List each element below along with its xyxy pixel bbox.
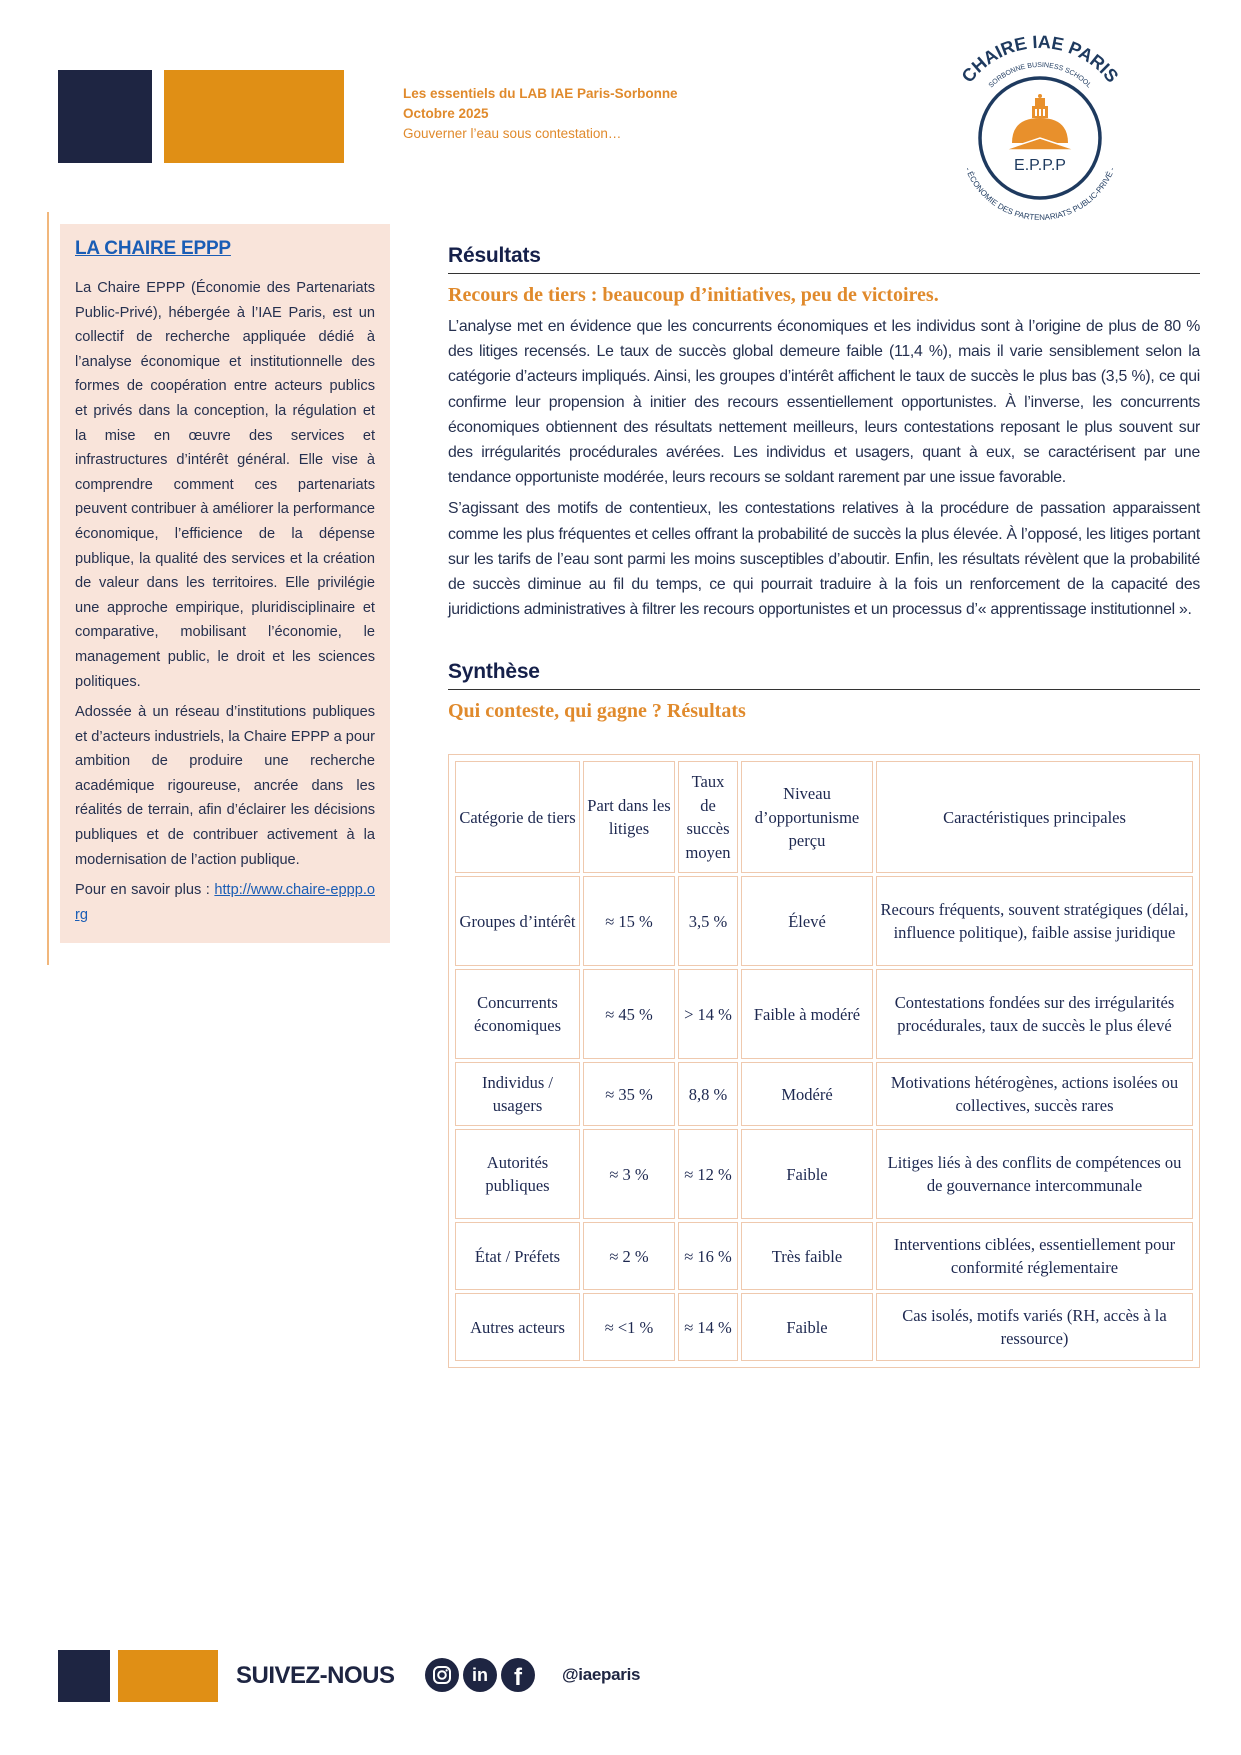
cell-opportunism: Faible: [741, 1293, 873, 1361]
logo-center-text: E.P.P.P: [1014, 157, 1066, 174]
table-row: [455, 1129, 1193, 1219]
header-date: Octobre 2025: [403, 106, 489, 121]
synthesis-section: [448, 658, 1200, 724]
cell-share: ≈ 3 %: [583, 1129, 675, 1219]
footer-orange-block: [118, 1650, 218, 1702]
logo-sub-text: SORBONNE BUSINESS SCHOOL: [987, 61, 1093, 90]
sidebar-paragraph-2: Adossée à un réseau d’institutions publiques et d’acteurs industriels, la Chaire EPPP a pour ambition de produire une recherche académique rigoureuse, ancrée dans les réalités de terrain, afin d’éclairer les décisions publiques et de contribuer activement à la modernisation de l’action publique.: [75, 704, 375, 868]
footer-navy-block: [58, 1650, 110, 1702]
cell-category: État / Préfets: [455, 1222, 580, 1290]
sidebar-title: LA CHAIRE EPPP: [75, 238, 231, 259]
sidebar-more: [75, 878, 375, 927]
cell-share: ≈ <1 %: [583, 1293, 675, 1361]
header-navy-block: [58, 70, 152, 163]
logo-bottom-text: - ÉCONOMIE DES PARTENARIATS PUBLIC-PRIVÉ -: [963, 166, 1117, 223]
cell-share: ≈ 2 %: [583, 1222, 675, 1290]
synthesis-subheading: Qui conteste, qui gagne ? Résultats: [448, 700, 746, 723]
header-text: [403, 84, 678, 144]
cell-success-rate: 8,8 %: [678, 1062, 738, 1126]
results-section: [448, 242, 1200, 622]
main-column: [448, 242, 1200, 1368]
cell-success-rate: ≈ 12 %: [678, 1129, 738, 1219]
cell-category: Groupes d’intérêt: [455, 876, 580, 966]
results-paragraph-2: S’agissant des motifs de contentieux, les contestations relatives à la procédure de passation apparaissent comme les plus fréquentes et celles offrant la probabilité de succès la plus élevée. À l’opposé, les litiges portant sur les tarifs de l’eau sont parmi les moins susceptibles d’aboutir. Enfin, les résultats révèlent que la probabilité de succès diminue au fil du temps, ce qui pourrait traduire à la fois un renforcement de la capacité des juridictions administratives à filtrer les recours opportunistes et un processus d’« apprentissage institutionnel ».: [448, 500, 1200, 619]
cell-success-rate: ≈ 14 %: [678, 1293, 738, 1361]
header-series: Les essentiels du LAB IAE Paris-Sorbonne: [403, 86, 678, 101]
header-category: Catégorie de tiers: [455, 761, 580, 873]
cell-characteristics: Motivations hétérogènes, actions isolées ou collectives, succès rares: [876, 1062, 1193, 1126]
sidebar-more-label: Pour en savoir plus :: [75, 882, 215, 899]
table-row: [455, 1293, 1193, 1361]
table-row: [455, 969, 1193, 1059]
chaire-website-link[interactable]: http://www.chaire-eppp.org: [75, 882, 375, 923]
sidebar-paragraph-1: La Chaire EPPP (Économie des Partenariats Public-Privé), hébergée à l’IAE Paris, est un collectif de recherche appliquée dédié à l’analyse économique et institutionnelle des formes de coopération entre acteurs publics et privés dans la conception, la régulation et la mise en œuvre des services et infrastructures d’intérêt général. Elle vise à comprendre comment ces partenariats peuvent contribuer à améliorer la performance économique, l’efficience de la dépense publique, la qualité des services et la création de valeur dans les territoires. Elle privilégie une approche empirique, pluridisciplinaire et comparative, mobilisant l’économie, le management public, le droit et les sciences politiques.: [75, 280, 375, 690]
cell-share: ≈ 45 %: [583, 969, 675, 1059]
cell-category: Autorités publiques: [455, 1129, 580, 1219]
cell-characteristics: Interventions ciblées, essentiellement pour conformité réglementaire: [876, 1222, 1193, 1290]
facebook-glyph: f: [514, 1664, 522, 1691]
sidebar-chaire-eppp: [60, 224, 390, 943]
instagram-glyph: [432, 1665, 452, 1685]
linkedin-glyph: in: [472, 1665, 488, 1685]
logo-top-text: CHAIRE IAE PARIS: [957, 31, 1123, 87]
header-characteristics: Caractéristiques principales: [876, 761, 1193, 873]
instagram-icon[interactable]: [425, 1658, 459, 1692]
results-paragraph-1: L’analyse met en évidence que les concurrents économiques et les individus sont à l’origine de plus de 80 % des litiges recensés. Le taux de succès global demeure faible (11,4 %), mais il varie sensiblement selon la catégorie d’acteurs impliqués. Ainsi, les groupes d’intérêt affichent le taux de succès le plus bas (3,5 %), ce qui confirme leur propension à initier des recours essentiellement opportunistes. À l’inverse, les concurrents économiques obtiennent des résultats nettement meilleurs, leurs contestations reposant le plus souvent sur des irrégularités procédurales avérées. Les individus et usagers, quant à eux, se caractérisent par une tendance opportuniste modérée, leurs recours se soldant rarement par une issue favorable.: [448, 318, 1200, 487]
cell-opportunism: Très faible: [741, 1222, 873, 1290]
cell-success-rate: > 14 %: [678, 969, 738, 1059]
results-subheading: Recours de tiers : beaucoup d’initiatives, peu de victoires.: [448, 284, 939, 306]
header-orange-block: [164, 70, 344, 163]
header-topic: Gouverner l’eau sous contestation…: [403, 126, 622, 141]
header-share: Part dans les litiges: [583, 761, 675, 873]
cell-success-rate: 3,5 %: [678, 876, 738, 966]
follow-us-label: SUIVEZ-NOUS: [236, 1662, 395, 1689]
table-row: [455, 1062, 1193, 1126]
facebook-icon[interactable]: [501, 1658, 535, 1692]
table-header-row: [455, 761, 1193, 873]
table-row: [455, 1222, 1193, 1290]
cell-characteristics: Cas isolés, motifs variés (RH, accès à la ressource): [876, 1293, 1193, 1361]
header-success-rate: Taux de succès moyen: [678, 761, 738, 873]
cell-characteristics: Litiges liés à des conflits de compétences ou de gouvernance intercommunale: [876, 1129, 1193, 1219]
chaire-eppp-logo: [940, 30, 1140, 230]
cell-share: ≈ 15 %: [583, 876, 675, 966]
cell-share: ≈ 35 %: [583, 1062, 675, 1126]
cell-characteristics: Contestations fondées sur des irrégularités procédurales, taux de succès le plus élevé: [876, 969, 1193, 1059]
synthesis-table-frame: [448, 754, 1200, 1368]
synthesis-heading: Synthèse: [448, 658, 1200, 690]
results-heading: Résultats: [448, 242, 1200, 274]
sidebar-accent-line: [47, 212, 49, 965]
cell-category: Individus / usagers: [455, 1062, 580, 1126]
cell-opportunism: Faible à modéré: [741, 969, 873, 1059]
table-row: [455, 876, 1193, 966]
synthesis-table: [452, 758, 1196, 1364]
header-opportunism: Niveau d’opportunisme perçu: [741, 761, 873, 873]
cell-opportunism: Élevé: [741, 876, 873, 966]
social-handle[interactable]: @iaeparis: [562, 1665, 641, 1684]
linkedin-icon[interactable]: [463, 1658, 497, 1692]
cell-opportunism: Faible: [741, 1129, 873, 1219]
cell-category: Concurrents économiques: [455, 969, 580, 1059]
cell-category: Autres acteurs: [455, 1293, 580, 1361]
cell-opportunism: Modéré: [741, 1062, 873, 1126]
cell-success-rate: ≈ 16 %: [678, 1222, 738, 1290]
cell-characteristics: Recours fréquents, souvent stratégiques (délai, influence politique), faible assise juridique: [876, 876, 1193, 966]
